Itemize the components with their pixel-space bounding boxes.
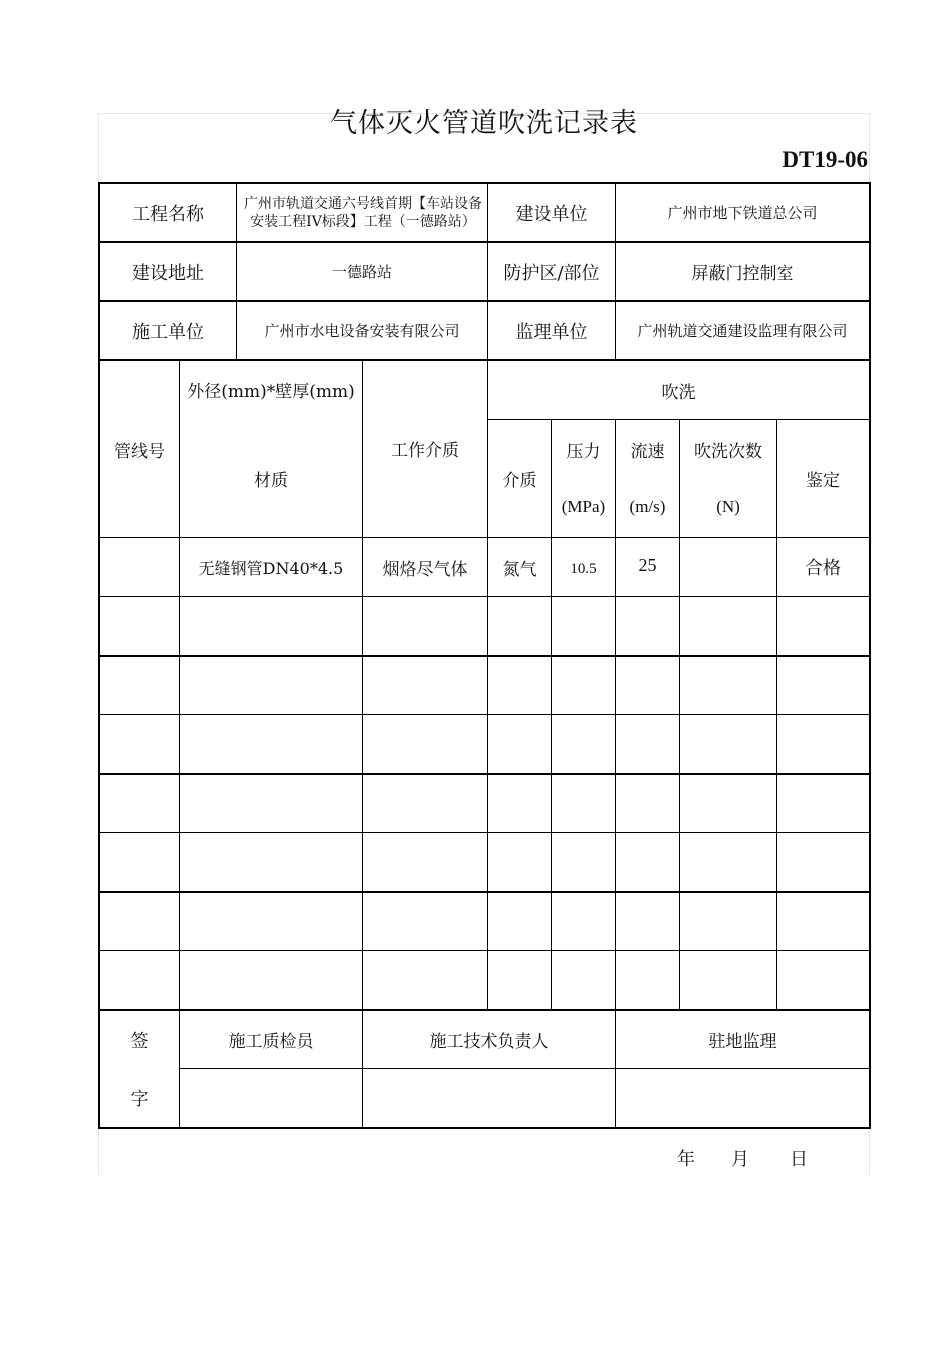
owner-label: 建设单位 (515, 203, 588, 225)
header-velocity: 流速 (630, 441, 665, 462)
site-supervisor-label: 驻地监理 (708, 1032, 777, 1052)
project-name-value: 广州市轨道交通六号线首期【车站设备安装工程IV标段】工程（一德路站） (244, 195, 482, 230)
header-work-medium: 工作介质 (391, 440, 459, 461)
form-code: DT19-06 (782, 147, 868, 172)
tech-lead-sign-box[interactable] (363, 1069, 615, 1127)
site-supervisor-sign-box[interactable] (616, 1069, 869, 1127)
date-year: 年 (677, 1149, 695, 1170)
zone-value: 屏蔽门控制室 (691, 264, 794, 284)
supervisor-value: 广州轨道交通建设监理有限公司 (637, 322, 848, 340)
header-material: 材质 (254, 470, 288, 491)
row-pressure: 10.5 (570, 560, 597, 577)
header-verdict: 鉴定 (806, 471, 840, 491)
qc-inspector-sign-box[interactable] (180, 1069, 362, 1127)
contractor-label: 施工单位 (132, 321, 204, 343)
header-od-wall: 外径(mm)*壁厚(mm) (187, 381, 355, 402)
sign-char-2: 字 (130, 1089, 149, 1110)
header-times-unit: (N) (716, 497, 740, 516)
header-pressure-unit: (MPa) (561, 497, 606, 516)
contractor-value: 广州市水电设备安装有限公司 (264, 322, 460, 340)
row-verdict: 合格 (805, 558, 841, 579)
row-medium: 氮气 (502, 559, 537, 580)
header-purge: 吹洗 (661, 382, 696, 403)
tech-lead-label: 施工技术负责人 (429, 1032, 549, 1052)
zone-label: 防护区/部位 (503, 262, 600, 284)
header-pressure: 压力 (566, 441, 601, 462)
header-medium: 介质 (502, 471, 537, 491)
row-work-medium: 烟烙尽气体 (382, 559, 468, 580)
row-spec: 无缝钢管DN40*4.5 (198, 558, 344, 578)
row-times (680, 538, 776, 596)
header-times: 吹洗次数 (694, 441, 762, 462)
project-name-label: 工程名称 (132, 203, 204, 225)
date-day: 日 (790, 1149, 808, 1170)
header-velocity-unit: (m/s) (629, 497, 666, 516)
header-pipe-no: 管线号 (114, 441, 165, 462)
address-label: 建设地址 (132, 262, 204, 284)
qc-inspector-label: 施工质检员 (228, 1032, 314, 1052)
row-pipe-no (100, 538, 179, 596)
supervisor-label: 监理单位 (515, 321, 588, 343)
date-month: 月 (731, 1149, 749, 1170)
sign-char-1: 签 (130, 1030, 149, 1052)
row-velocity: 25 (638, 554, 657, 575)
owner-value: 广州市地下铁道总公司 (667, 204, 818, 222)
form-title: 气体灭火管道吹洗记录表 (330, 108, 638, 139)
address-value: 一德路站 (331, 263, 392, 281)
